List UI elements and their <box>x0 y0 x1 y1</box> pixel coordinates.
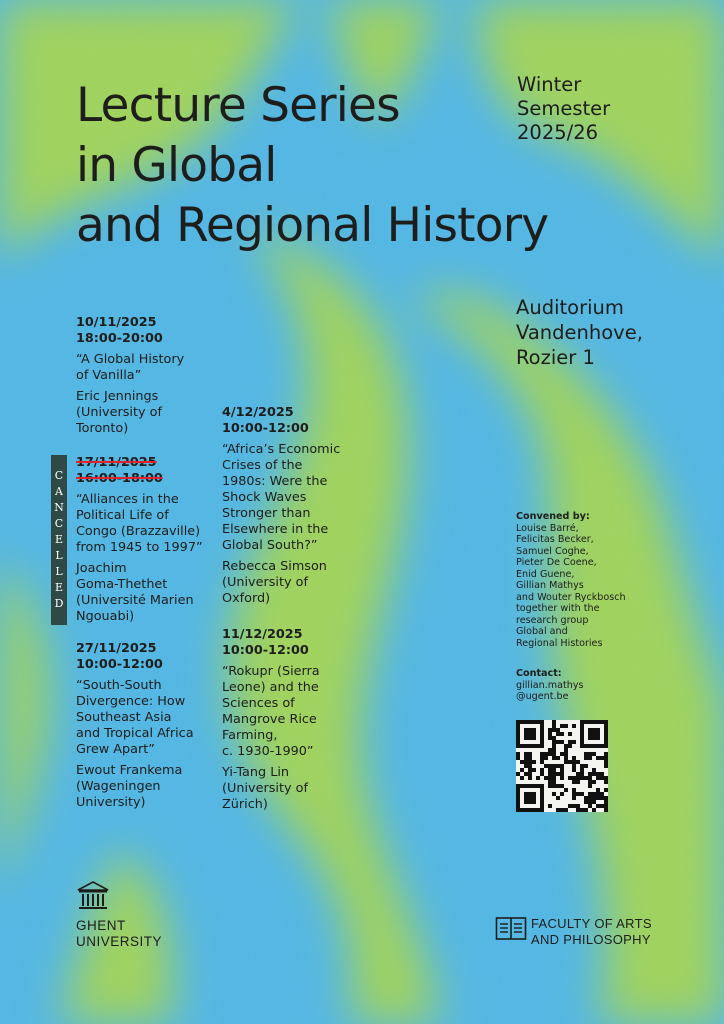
qr-code[interactable] <box>516 720 608 812</box>
contact-email-line[interactable]: gillian.mathys <box>516 679 584 691</box>
lecture-title-line: Crises of the <box>222 458 303 473</box>
cancelled-letter: N <box>54 501 64 514</box>
cancelled-letter: C <box>54 469 64 482</box>
convener-line: Enid Guene, <box>516 568 575 580</box>
open-book-icon <box>495 915 527 943</box>
lecture-title-line: Political Life of <box>76 508 169 523</box>
lecture-title-line: “Rokupr (Sierra <box>222 664 320 679</box>
lecture-date: 4/12/2025 <box>222 405 294 420</box>
lecture-title <box>222 664 372 760</box>
speaker-line: (Université Marien <box>76 593 194 608</box>
speaker-line: Rebecca Simson <box>222 559 327 574</box>
lecture-title-line: “A Global History <box>76 352 185 367</box>
lecture-title-line: Mangrove Rice <box>222 712 317 727</box>
lecture-title <box>76 678 226 758</box>
lecture-time: 10:00-12:00 <box>222 643 309 658</box>
lecture-title-line: “South-South <box>76 678 162 693</box>
faculty-line: FACULTY OF ARTS <box>531 916 652 931</box>
convener-line: Gillian Mathys <box>516 580 584 591</box>
cancelled-letter: E <box>54 533 64 546</box>
lecture-title-line: Sciences of <box>222 696 295 711</box>
lecture-speaker <box>76 763 226 811</box>
speaker-line: Yi-Tang Lin <box>222 765 289 780</box>
lecture-title-line: c. 1930-1990” <box>222 744 314 759</box>
speaker-line: Ewout Frankema <box>76 763 183 778</box>
convener-line: Pieter De Coene, <box>516 557 597 568</box>
lecture-time: 18:00-20:00 <box>76 331 163 346</box>
speaker-line: Eric Jennings <box>76 389 159 404</box>
speaker-line: (Wageningen <box>76 779 161 794</box>
lecture-title <box>222 442 372 554</box>
ugent-line: GHENT <box>76 918 126 933</box>
title-line: in Global <box>76 138 277 193</box>
lecture-date: 11/12/2025 <box>222 627 303 642</box>
university-building-icon <box>76 880 110 912</box>
lecture-title-line: Divergence: How <box>76 694 186 709</box>
lecture-item <box>76 315 226 437</box>
speaker-line: Toronto) <box>76 421 129 436</box>
convener-line: and Wouter Ryckbosch <box>516 591 626 603</box>
title-line: Lecture Series <box>76 78 400 133</box>
venue-label <box>516 295 643 370</box>
semester-line: 2025/26 <box>517 121 599 144</box>
speaker-line: (University of <box>76 405 162 420</box>
convener-line: Regional Histories <box>516 637 603 649</box>
semester-line: Semester <box>517 97 611 120</box>
speaker-line: Ngouabi) <box>76 609 135 624</box>
lecture-item <box>76 641 226 811</box>
lecture-title-line: Global South?” <box>222 538 318 553</box>
lecture-speaker <box>222 765 372 813</box>
convener-line: Global and <box>516 626 568 637</box>
lecture-date: 27/11/2025 <box>76 641 157 656</box>
contact-heading: Contact: <box>516 668 562 679</box>
cancelled-letter: D <box>54 597 64 610</box>
semester-label <box>517 73 610 145</box>
convener-line: Louise Barré, <box>516 522 579 534</box>
lecture-title <box>76 352 226 384</box>
convened-by-block <box>516 511 666 649</box>
cancelled-letter: L <box>55 549 63 562</box>
lecture-title-line: Congo (Brazzaville) <box>76 524 201 539</box>
lecture-speaker <box>76 561 226 625</box>
lecture-title-line: from 1945 to 1997” <box>76 540 203 555</box>
speaker-line: Joachim <box>76 561 127 576</box>
speaker-line: (University of <box>222 781 308 796</box>
cancelled-letter: C <box>54 517 64 530</box>
ghent-university-wordmark <box>76 918 162 950</box>
contact-email-line[interactable]: @ugent.be <box>516 691 569 702</box>
lecture-time: 10:00-12:00 <box>222 421 309 436</box>
lecture-speaker <box>76 389 226 437</box>
speaker-line: (University of <box>222 575 308 590</box>
speaker-line: Zürich) <box>222 797 268 812</box>
lecture-title-line: Shock Waves <box>222 490 307 505</box>
convener-line: Felicitas Becker, <box>516 534 594 545</box>
venue-line: Auditorium <box>516 296 624 319</box>
cancelled-letter: E <box>54 581 64 594</box>
lecture-date: 10/11/2025 <box>76 315 157 330</box>
venue-line: Rozier 1 <box>516 346 595 369</box>
lecture-title-line: Elsewhere in the <box>222 522 329 537</box>
lecture-time: 16:00-18:00 <box>76 471 163 486</box>
lecture-item-cancelled <box>76 455 226 625</box>
lecture-title-line: Southeast Asia <box>76 710 172 725</box>
lecture-title-line: 1980s: Were the <box>222 474 328 489</box>
convener-line: Samuel Coghe, <box>516 545 589 557</box>
lecture-title <box>76 492 226 556</box>
cancelled-letter: A <box>55 485 63 498</box>
cancelled-letter: L <box>55 565 63 578</box>
semester-line: Winter <box>517 73 582 96</box>
lecture-item <box>222 405 372 607</box>
speaker-line: Goma-Thethet <box>76 577 168 592</box>
lecture-time: 10:00-12:00 <box>76 657 163 672</box>
lecture-title-line: and Tropical Africa <box>76 726 194 741</box>
lecture-title-line: of Vanilla” <box>76 368 142 383</box>
lecture-title-line: Leone) and the <box>222 680 319 695</box>
venue-line: Vandenhove, <box>516 321 643 344</box>
lecture-speaker <box>222 559 372 607</box>
faculty-line: AND PHILOSOPHY <box>531 932 651 947</box>
speaker-line: University) <box>76 795 146 810</box>
lecture-title-line: “Africa’s Economic <box>222 442 341 457</box>
convened-heading: Convened by: <box>516 511 590 522</box>
cancelled-badge <box>51 455 67 625</box>
speaker-line: Oxford) <box>222 591 271 606</box>
lecture-title-line: Grew Apart” <box>76 742 155 757</box>
ugent-line: UNIVERSITY <box>76 934 163 949</box>
lecture-title-line: Stronger than <box>222 506 311 521</box>
convener-line: research group <box>516 614 589 626</box>
lecture-item <box>222 627 372 813</box>
lecture-title-line: Farming, <box>222 728 278 743</box>
convener-line: together with the <box>516 603 600 614</box>
contact-block <box>516 668 584 703</box>
title-line: and Regional History <box>76 198 549 253</box>
lecture-title-line: “Alliances in the <box>76 492 179 507</box>
faculty-wordmark <box>531 916 652 948</box>
lecture-date: 17/11/2025 <box>76 455 157 470</box>
